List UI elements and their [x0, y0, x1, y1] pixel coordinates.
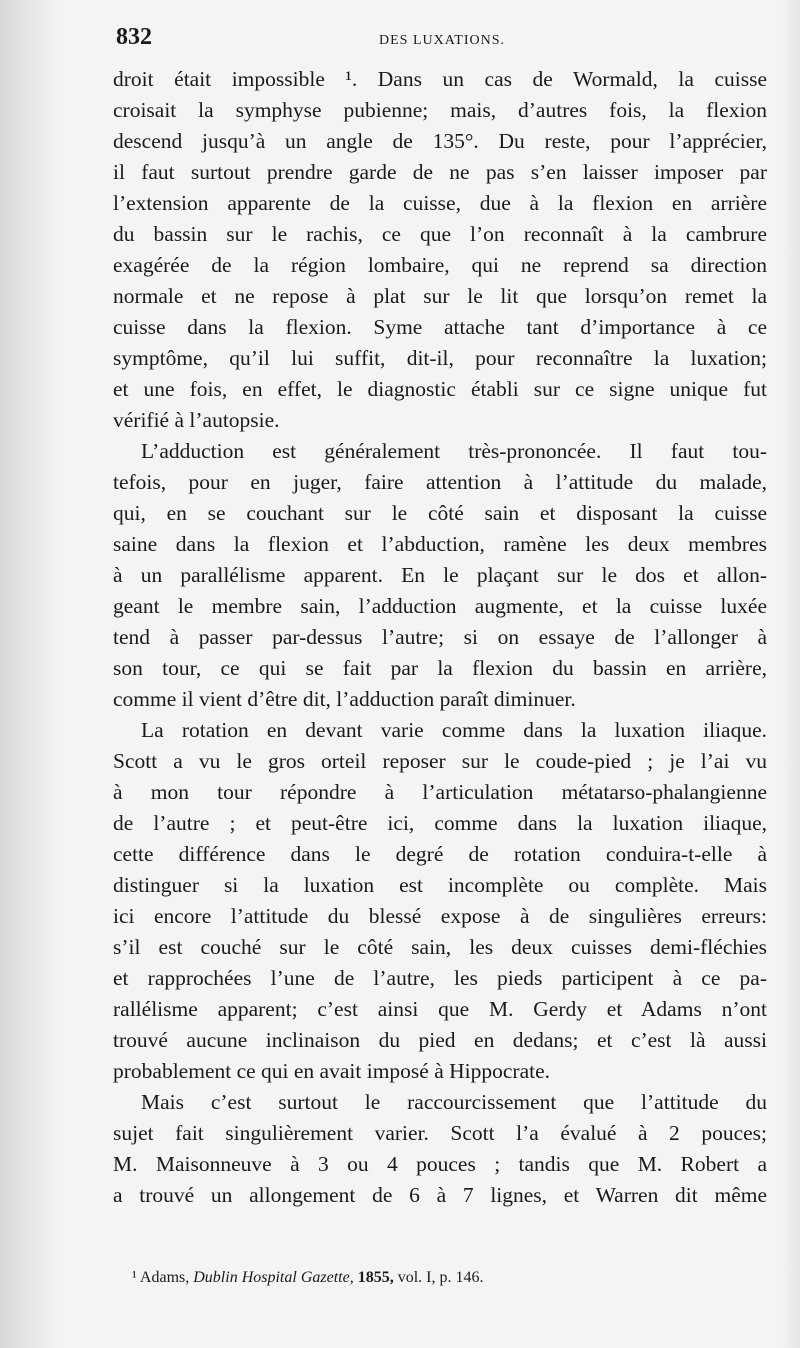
text-line: à un parallélisme apparent. En le plaçant sur le dos et allon-	[113, 563, 767, 587]
text-line: cuisse dans la flexion. Syme attache tant d’importance à ce	[113, 315, 767, 339]
text-line: a trouvé un allongement de 6 à 7 lignes, et Warren dit même	[113, 1183, 767, 1207]
text-line: son tour, ce qui se fait par la flexion du bassin en arrière,	[113, 656, 767, 680]
text-line: saine dans la flexion et l’abduction, ramène les deux membres	[113, 532, 767, 556]
text-line: vérifié à l’autopsie.	[113, 408, 280, 432]
text-line: du bassin sur le rachis, ce que l’on reconnaît à la cambrure	[113, 222, 767, 246]
text-line: à mon tour répondre à l’articulation métatarso-phalangienne	[113, 780, 767, 804]
text-line: ici encore l’attitude du blessé expose à de singulières erreurs:	[113, 904, 767, 928]
text-line: de l’autre ; et peut-être ici, comme dans la luxation iliaque,	[113, 811, 767, 835]
text-line: comme il vient d’être dit, l’adduction paraît diminuer.	[113, 687, 576, 711]
text-line: L’adduction est généralement très-prononcée. Il faut tou-	[141, 439, 767, 463]
page-header	[116, 24, 776, 54]
text-line: La rotation en devant varie comme dans la luxation iliaque.	[141, 718, 767, 742]
text-line: sujet fait singulièrement varier. Scott l’a évalué à 2 pouces;	[113, 1121, 767, 1145]
page-edge-shadow-right	[780, 0, 800, 1348]
text-line: l’extension apparente de la cuisse, due à la flexion en arrière	[113, 191, 767, 215]
text-line: droit était impossible ¹. Dans un cas de Wormald, la cuisse	[113, 67, 767, 91]
footnote-author: Adams,	[139, 1269, 190, 1286]
page-number: 832	[116, 24, 152, 50]
footnote-journal: Dublin Hospital Gazette,	[193, 1269, 354, 1286]
text-line: normale et ne repose à plat sur le lit que lorsqu’on remet la	[113, 284, 767, 308]
text-line: distinguer si la luxation est incomplète ou complète. Mais	[113, 873, 767, 897]
text-line: symptôme, qu’il lui suffit, dit-il, pour reconnaître la luxation;	[113, 346, 767, 370]
text-line: qui, en se couchant sur le côté sain et disposant la cuisse	[113, 501, 767, 525]
footnote-volume: vol. I, p. 146.	[397, 1269, 484, 1286]
text-line: Scott a vu le gros orteil reposer sur le coude-pied ; je l’ai vu	[113, 749, 767, 773]
text-line: trouvé aucune inclinaison du pied en dedans; et c’est là aussi	[113, 1028, 767, 1052]
text-line: descend jusqu’à un angle de 135°. Du reste, pour l’apprécier,	[113, 129, 767, 153]
footnote-year: 1855,	[357, 1269, 394, 1286]
footnote	[132, 1265, 483, 1291]
text-line: tend à passer par-dessus l’autre; si on essaye de l’allonger à	[113, 625, 767, 649]
text-line: exagérée de la région lombaire, qui ne reprend sa direction	[113, 253, 767, 277]
text-line: croisait la symphyse pubienne; mais, d’autres fois, la flexion	[113, 98, 767, 122]
running-head: DES LUXATIONS.	[379, 33, 505, 48]
footnote-marker: ¹	[132, 1269, 137, 1286]
text-line: Mais c’est surtout le raccourcissement que l’attitude du	[141, 1090, 767, 1114]
text-line: rallélisme apparent; c’est ainsi que M. Gerdy et Adams n’ont	[113, 997, 767, 1021]
text-line: et rapprochées l’une de l’autre, les pieds participent à ce pa-	[113, 966, 767, 990]
text-line: geant le membre sain, l’adduction augmente, et la cuisse luxée	[113, 594, 767, 618]
text-line: probablement ce qui en avait imposé à Hippocrate.	[113, 1059, 551, 1083]
page-edge-shadow-left	[0, 0, 60, 1348]
text-line: il faut surtout prendre garde de ne pas s’en laisser imposer par	[113, 160, 767, 184]
text-line: cette différence dans le degré de rotation conduira-t-elle à	[113, 842, 767, 866]
text-line: tefois, pour en juger, faire attention à l’attitude du malade,	[113, 470, 767, 494]
body-text	[113, 64, 767, 1211]
text-line: M. Maisonneuve à 3 ou 4 pouces ; tandis que M. Robert a	[113, 1152, 767, 1176]
text-line: et une fois, en effet, le diagnostic établi sur ce signe unique fut	[113, 377, 767, 401]
text-line: s’il est couché sur le côté sain, les deux cuisses demi-fléchies	[113, 935, 767, 959]
